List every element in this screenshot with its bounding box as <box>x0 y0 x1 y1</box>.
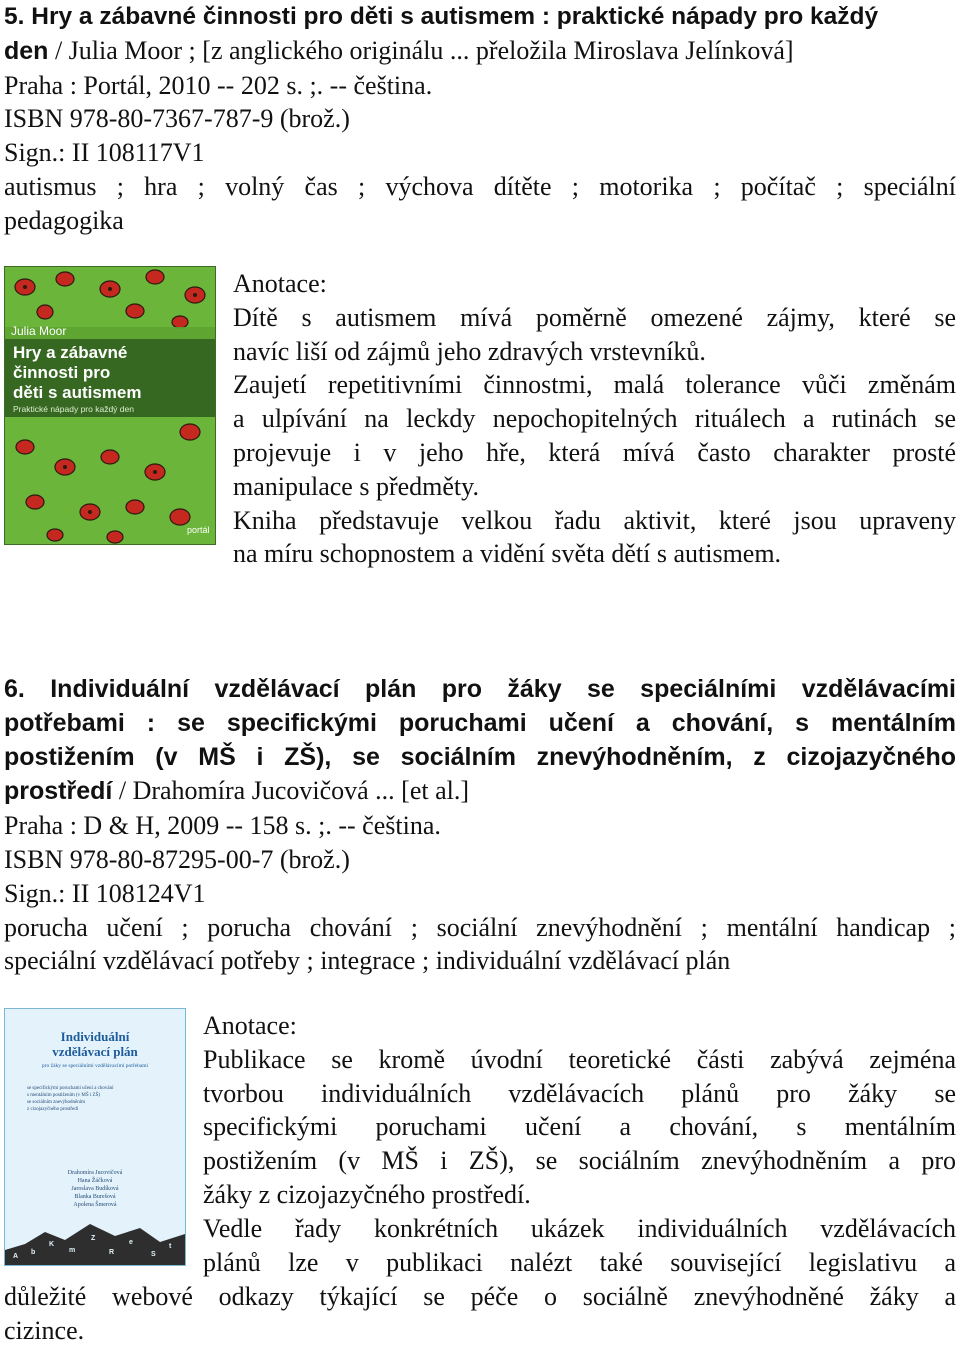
annotation-line: a ulpívání na leckdy nepochopitelných rituálech a rutinách se <box>233 404 956 434</box>
svg-text:K: K <box>49 1241 55 1248</box>
entry-6-isbn: ISBN 978-80-87295-00-7 (brož.) <box>4 844 350 874</box>
book-cover-image <box>4 1008 186 1266</box>
entry-5 <box>4 0 956 238</box>
annotation-line: Vedle řady konkrétních ukázek individuálních vzdělávacích <box>203 1213 956 1243</box>
annotation-line: plánů lze v publikaci nalézt také související legislativu a <box>203 1247 956 1277</box>
svg-text:m: m <box>69 1247 76 1254</box>
entry-6-annotation <box>203 1009 956 1279</box>
annotation-line: cizince. <box>4 1315 85 1345</box>
entry-6-title-line: 6. Individuální vzdělávací plán pro žáky se speciálními vzdělávacími <box>4 675 956 703</box>
entry-6-title-line-4: prostředí / Drahomíra Jucovičová ... [et al.] <box>4 776 470 806</box>
annotation-line: postižením (v MŠ i ZŠ), se sociálním znevýhodněním a pro <box>203 1146 956 1176</box>
annotation-line: projevuje i v jeho hře, která mívá často charakter prosté <box>233 437 956 467</box>
entry-5-title-line-2: den / Julia Moor ; [z anglického originálu ... přeložila Miroslava Jelínková] <box>4 35 794 65</box>
cover-subtitle: pro žáky se speciálními vzdělávacími potřebami <box>41 1063 149 1069</box>
letters-pile-illustration <box>5 1214 185 1265</box>
book-cover-image <box>4 266 216 545</box>
annotation-line: Kniha představuje velkou řadu aktivit, které jsou upraveny <box>233 505 956 535</box>
annotation-line: Dítě s autismem mívá poměrně omezené zájmy, které se <box>233 302 956 332</box>
annotation-line: navíc liší od zájmů jeho zdravých vrstevníků. <box>233 336 706 366</box>
svg-text:e: e <box>129 1239 133 1246</box>
annotation-line: manipulace s předměty. <box>233 471 479 501</box>
entry-5-annotation-label: Anotace: <box>233 269 327 298</box>
cover-title: Hry a zábavné činnosti pro děti s autismem <box>13 343 142 402</box>
annotation-line: Zaujetí repetitivními činnostmi, malá tolerance vůči změnám <box>233 370 956 400</box>
annotation-line: Publikace se kromě úvodní teoretické části zabývá zejména <box>203 1044 956 1074</box>
entry-6 <box>4 673 956 978</box>
annotation-line: žáky z cizojazyčného prostředí. <box>203 1179 531 1209</box>
cover-authors: Drahomíra Jucovičová Hana Žáčková Jaroslava Budíková Blanka Burešová Apolena Šmerová <box>67 1170 123 1208</box>
svg-text:S: S <box>151 1251 156 1258</box>
entry-6-keywords-line-2: speciální vzdělávací potřeby ; integrace ; individuální vzdělávací plán <box>4 946 731 976</box>
annotation-line: tvorbou individuálních vzdělávacích plánů pro žáky se <box>203 1078 956 1108</box>
entry-5-title-line-1: 5. Hry a zábavné činnosti pro děti s autismem : praktické nápady pro každý <box>4 3 879 30</box>
annotation-line: důležité webové odkazy týkající se péče o sociálně znevýhodněné žáky a <box>4 1282 956 1311</box>
entry-5-keywords-line-2: pedagogika <box>4 205 124 235</box>
entry-5-keywords-line-1: autismus ; hra ; volný čas ; výchova dítěte ; motorika ; počítač ; speciální <box>4 171 956 201</box>
entry-6-title-line: potřebami : se specifickými poruchami učení a chování, s mentálním <box>4 708 956 737</box>
svg-text:Z: Z <box>91 1235 96 1242</box>
cover-bullets: se specifickými poruchami učení a chování s mentálním postižením (v MŠ i ZŠ) se sociálním znevýhodněním z cizojazyčného prostředí <box>27 1086 114 1112</box>
svg-text:t: t <box>169 1243 172 1250</box>
cover-author: Julia Moor <box>11 324 67 338</box>
entry-6-annotation-continued <box>4 1280 956 1348</box>
svg-text:A: A <box>13 1253 19 1260</box>
entry-6-publisher: Praha : D & H, 2009 -- 158 s. ;. -- čeština. <box>4 811 441 841</box>
entry-6-title-line: postižením (v MŠ i ZŠ), se sociálním znevýhodněním, z cizojazyčného <box>4 742 956 771</box>
entry-5-publisher: Praha : Portál, 2010 -- 202 s. ;. -- čeština. <box>4 70 433 100</box>
entry-5-annotation <box>233 267 956 571</box>
cover-title: Individuální vzdělávací plán <box>52 1029 138 1059</box>
svg-text:R: R <box>109 1249 115 1256</box>
svg-text:b: b <box>31 1249 36 1256</box>
entry-5-signature: Sign.: II 108117V1 <box>4 138 205 168</box>
entry-6-annotation-label: Anotace: <box>203 1011 297 1040</box>
cover-publisher: portál <box>187 525 210 535</box>
annotation-line: na míru schopnostem a vidění světa dětí s autismem. <box>233 539 782 569</box>
annotation-line: specifickými poruchami učení a chování, s mentálním <box>203 1112 956 1142</box>
entry-6-signature: Sign.: II 108124V1 <box>4 878 206 908</box>
entry-6-keywords-line-1: porucha učení ; porucha chování ; sociální znevýhodnění ; mentální handicap ; <box>4 912 956 942</box>
entry-5-isbn: ISBN 978-80-7367-787-9 (brož.) <box>4 104 350 134</box>
cover-subtitle: Praktické nápady pro každý den <box>13 404 134 414</box>
